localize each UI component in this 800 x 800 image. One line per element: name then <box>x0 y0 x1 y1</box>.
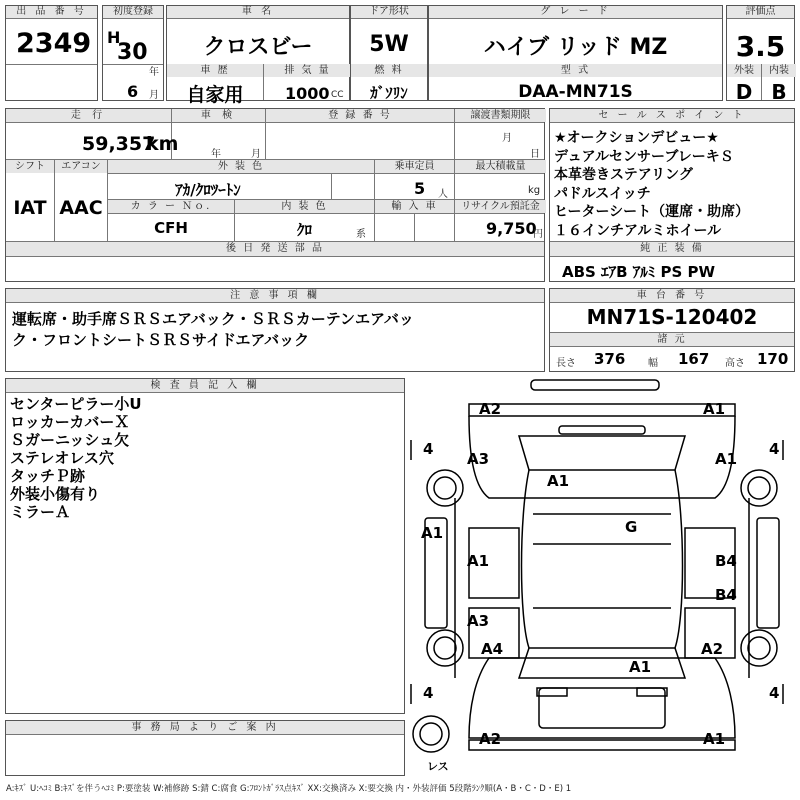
notes-label: 注 意 事 項 欄 <box>6 289 544 303</box>
length: 376 <box>594 350 626 368</box>
tire-depth: 4 <box>769 684 780 702</box>
sales-line: 本革巻きステアリング <box>554 167 693 183</box>
ext-color: ｱｶ/ｸﾛﾂｰﾄﾝ <box>175 181 241 199</box>
door-label: ドア形状 <box>351 6 427 19</box>
exterior-label: 外装 <box>727 64 761 77</box>
mileage: 59,357 <box>82 133 156 155</box>
sales-line: デュアルセンサーブレーキＳ <box>554 148 734 165</box>
displacement-label: 排 気 量 <box>264 64 351 77</box>
inspection-year-unit: 年 <box>211 149 221 160</box>
interior-score: B <box>771 80 787 104</box>
inspector-line: ステレオレス穴 <box>10 449 114 467</box>
length-label: 長さ <box>556 358 576 369</box>
inspection-month-unit: 月 <box>251 149 261 160</box>
damage-mark: A2 <box>701 640 724 658</box>
spare-tire-label: レス <box>427 760 449 773</box>
displacement: 1000 <box>285 84 330 103</box>
damage-mark: A1 <box>547 472 570 490</box>
damage-mark: A1 <box>703 730 726 748</box>
inspector-line: ロッカーカバーＸ <box>10 413 130 431</box>
sales-line: ★オークションデビュー★ <box>554 130 719 146</box>
fuel-label: 燃 料 <box>351 64 427 77</box>
model-label: 型 式 <box>429 64 722 77</box>
reg-no-label: 登 録 番 号 <box>266 109 454 122</box>
sales-points <box>549 108 795 282</box>
office-notes <box>5 720 405 776</box>
int-color: ｸﾛ <box>296 221 312 239</box>
damage-mark: A1 <box>421 524 444 542</box>
damage-mark: A3 <box>467 450 490 468</box>
notes-line: ク・フロントシートＳＲＳサイドエアバック <box>12 331 310 349</box>
fuel: ｶﾞｿﾘﾝ <box>370 84 408 102</box>
grade: ハイブ リッド MZ <box>483 35 668 60</box>
equipment-label: 純 正 装 備 <box>550 242 794 256</box>
first-registration-box <box>102 5 164 101</box>
sales-line: １６インチアルミホイール <box>554 222 722 239</box>
inspector-notes <box>5 378 405 714</box>
door: 5W <box>369 32 409 57</box>
legend: A:ｷｽﾞ U:ﾍｺﾐ B:ｷｽﾞを伴うﾍｺﾐ P:要塗装 W:補修跡 S:錆 C:腐食 G:ﾌﾛﾝﾄｶﾞﾗｽ点ｷｽﾞ XX:交換済み X:要交換 内・外装評価 5段階ﾗﾝｸ順(A・B・C・D・E) 1 <box>6 784 572 794</box>
mileage-label: 走 行 <box>6 109 171 122</box>
color-no: CFH <box>154 219 188 237</box>
damage-mark: B4 <box>715 586 737 604</box>
reg-month: 6 <box>127 82 139 101</box>
width-label: 幅 <box>648 358 658 369</box>
notes <box>5 288 545 372</box>
chassis <box>549 288 795 372</box>
model: DAA-MN71S <box>518 82 633 102</box>
damage-mark: B4 <box>715 552 737 570</box>
km-unit: km <box>146 133 179 155</box>
chassis-number: MN71S-120402 <box>586 305 758 329</box>
inspector-line: Ｓガーニッシュ欠 <box>10 431 130 449</box>
office-label: 事 務 局 よ り ご 案 内 <box>6 721 404 735</box>
ac-label: エアコン <box>55 160 107 173</box>
height: 170 <box>757 350 789 368</box>
load-label: 最大積載量 <box>455 160 546 173</box>
history: 自家用 <box>186 84 244 106</box>
inspector-label: 検 査 員 記 入 欄 <box>6 379 404 393</box>
load-unit: kg <box>528 185 541 196</box>
height-label: 高さ <box>725 358 745 369</box>
score-label: 評価点 <box>727 6 794 19</box>
capacity-label: 乗車定員 <box>375 160 454 173</box>
shift-label: シフト <box>6 160 54 173</box>
score: 3.5 <box>735 30 786 63</box>
first-reg-label: 初度登録 <box>103 6 163 19</box>
inspector-line: 外装小傷有り <box>10 485 101 503</box>
recycle: 9,750 <box>486 219 537 238</box>
lot-box <box>5 5 98 101</box>
sales-line: パドルスイッチ <box>554 185 651 202</box>
int-color-label: 内 装 色 <box>235 200 374 213</box>
door-box <box>350 5 428 101</box>
damage-mark: A4 <box>481 640 504 658</box>
damage-mark: A1 <box>467 552 490 570</box>
damage-mark: A3 <box>467 612 490 630</box>
transfer-month-unit: 月 <box>502 133 512 144</box>
month-unit: 月 <box>149 90 159 101</box>
chassis-label: 車 台 番 号 <box>550 289 794 303</box>
damage-mark: G <box>625 518 638 536</box>
tire-depth: 4 <box>423 684 434 702</box>
tire-depth: 4 <box>769 440 780 458</box>
capacity: 5 <box>414 179 426 198</box>
sales-label: セ ー ル ス ポ イ ン ト <box>550 109 794 123</box>
year-unit: 年 <box>149 67 159 78</box>
equipment-items: ABS ｴｱB ｱﾙﾐ PS PW <box>562 263 716 281</box>
history-label: 車 歴 <box>167 64 263 77</box>
notes-line: 運転席・助手席ＳＲＳエアバック・ＳＲＳカーテンエアバッ <box>12 310 414 328</box>
interior-label: 内装 <box>762 64 796 77</box>
damage-mark: A2 <box>479 400 502 418</box>
damage-mark: A2 <box>479 730 502 748</box>
int-color-unit: 系 <box>356 229 366 240</box>
score-box <box>726 5 795 104</box>
cc-unit: CC <box>331 90 344 100</box>
damage-diagram <box>409 378 795 776</box>
damage-mark: A1 <box>629 658 652 676</box>
damage-mark: A1 <box>703 400 726 418</box>
ac: AAC <box>59 197 103 219</box>
grade-box <box>428 5 723 101</box>
inspection-label: 車 検 <box>172 109 265 122</box>
ext-color-label: 外 装 色 <box>108 160 374 173</box>
lot-label: 出 品 番 号 <box>6 6 97 19</box>
sales-line: ヒーターシート（運席・助席） <box>554 204 750 220</box>
reg-year: 30 <box>117 40 148 65</box>
inspector-line: タッチＰ跡 <box>10 467 86 485</box>
vehicle-details <box>5 108 545 282</box>
grade-label: グ レ ー ド <box>429 6 722 19</box>
car-name: クロスビー <box>203 35 313 60</box>
inspector-line: センターピラー小U <box>10 395 142 413</box>
car-name-box <box>166 5 350 106</box>
later-parts-label: 後 日 発 送 部 品 <box>6 242 544 256</box>
damage-mark: A1 <box>715 450 738 468</box>
exterior-score: D <box>735 80 753 104</box>
era: H <box>107 28 121 47</box>
tire-depth: 4 <box>423 440 434 458</box>
recycle-label: リサイクル預託金 <box>455 200 546 213</box>
capacity-unit: 人 <box>438 189 448 200</box>
yen-unit: 円 <box>533 229 543 240</box>
transfer-day-unit: 日 <box>530 149 540 160</box>
width: 167 <box>678 350 710 368</box>
inspector-line: ミラーＡ <box>10 503 71 521</box>
import-label: 輸 入 車 <box>375 200 454 213</box>
shift: IAT <box>13 197 47 219</box>
car-diagram-svg <box>409 378 795 776</box>
transfer-label: 譲渡書類期限 <box>455 109 546 122</box>
car-name-label: 車 名 <box>167 6 349 19</box>
lot-number: 2349 <box>16 28 92 59</box>
color-no-label: カ ラ ー Ｎｏ. <box>108 200 234 213</box>
dims-label: 諸 元 <box>550 333 794 346</box>
